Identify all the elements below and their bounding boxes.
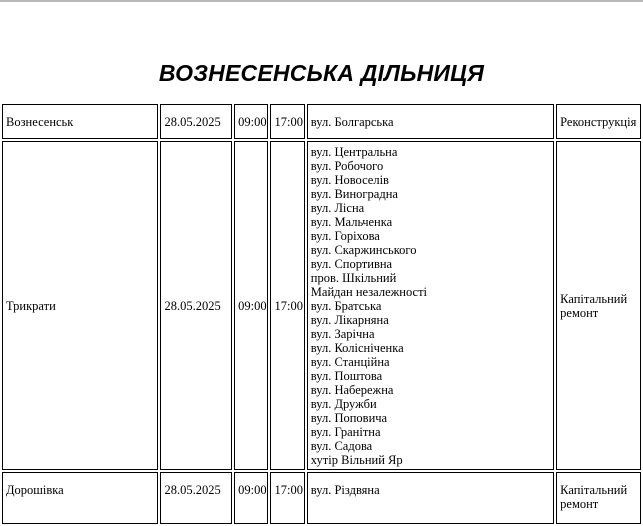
street-item: пров. Шкільний	[310, 270, 397, 285]
streets-cell	[307, 472, 554, 524]
street-item: вул. Набережна	[310, 382, 394, 397]
settlement-cell: Трикрати	[2, 141, 158, 470]
street-item: вул. Скаржинського	[310, 242, 417, 257]
top-divider	[0, 0, 643, 2]
work-type-cell: Капітальний ремонт	[556, 141, 641, 470]
street-item: хутір Вільний Яр	[310, 452, 403, 467]
date-cell: 28.05.2025	[160, 104, 232, 139]
street-item: вул. Дружби	[310, 396, 377, 411]
table-row	[2, 104, 641, 139]
street-item: вул. Центральна	[310, 144, 398, 159]
work-type-cell: Реконструкція	[556, 104, 641, 139]
date-cell: 28.05.2025	[160, 472, 232, 524]
street-item: вул. Виноградна	[310, 186, 398, 201]
street-item: вул. Лісна	[310, 200, 365, 215]
street-item: вул. Поштова	[310, 368, 383, 383]
street-item: вул. Спортивна	[310, 256, 393, 271]
street-item: вул. Різдвяна	[310, 483, 380, 497]
street-item: вул. Гранітна	[310, 424, 381, 439]
start-time-cell: 09:00	[234, 104, 268, 139]
table-row	[2, 141, 641, 470]
end-time-cell: 17:00	[270, 472, 304, 524]
streets-cell	[307, 141, 554, 470]
street-item: вул. Поповича	[310, 410, 388, 425]
settlement-cell: Вознесенськ	[2, 104, 158, 139]
work-type-cell: Капітальний ремонт	[556, 472, 641, 524]
street-item: вул. Мальченка	[310, 214, 393, 229]
outage-schedule-table	[0, 102, 643, 526]
streets-cell	[307, 104, 554, 139]
street-item: вул. Станційна	[310, 354, 390, 369]
street-item: вул. Зарічна	[310, 326, 375, 341]
street-item: вул. Садова	[310, 438, 373, 453]
street-item: вул. Болгарська	[310, 114, 394, 129]
start-time-cell: 09:00	[234, 472, 268, 524]
settlement-cell: Дорошівка	[2, 472, 158, 524]
street-item: вул. Робочого	[310, 158, 384, 173]
street-item: вул. Лікарняна	[310, 312, 389, 327]
street-item: Майдан незалежності	[310, 284, 427, 299]
date-cell: 28.05.2025	[160, 141, 232, 470]
street-item: вул. Горіхова	[310, 228, 380, 243]
street-item: вул. Новоселів	[310, 172, 389, 187]
end-time-cell: 17:00	[270, 104, 304, 139]
end-time-cell: 17:00	[270, 141, 304, 470]
table-row	[2, 472, 641, 524]
start-time-cell: 09:00	[234, 141, 268, 470]
page-title: ВОЗНЕСЕНСЬКА ДІЛЬНИЦЯ	[158, 60, 485, 86]
street-item: вул. Колісніченка	[310, 340, 404, 355]
street-item: вул. Братська	[310, 298, 382, 313]
